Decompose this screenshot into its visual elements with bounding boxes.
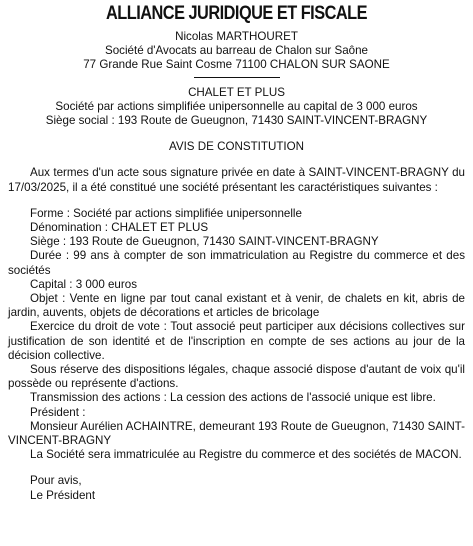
vote-line: Exercice du droit de vote : Tout associé peut participer aux décisions collectives sur justification de son identité et de l'inscription en compte de ses actions au jour de la décision collective. — [8, 320, 465, 362]
firm-title: ALLIANCE JURIDIQUE ET FISCALE — [105, 3, 368, 24]
company-form-capital: Société par actions simplifiée unipersonnelle au capital de 3 000 euros — [55, 99, 418, 113]
president-line: Monsieur Aurélien ACHAINTRE, demeurant 193 Route de Gueugnon, 71430 SAINT-VINCENT-BRAGNY — [8, 419, 465, 448]
reserve-line: Sous réserve des dispositions légales, chaque associé dispose d'autant de voix qu'il possède ou représente d'actions. — [8, 363, 465, 391]
pour-avis: Pour avis, — [30, 474, 82, 488]
lawyer-name: Nicolas MARTHOURET — [175, 30, 298, 43]
objet-line: Objet : Vente en ligne par tout canal existant et à venir, de chalets en kit, abris de jardin, auvents, objets de décorations et articles de bricolage — [8, 292, 465, 320]
signatory: Le Président — [30, 488, 96, 502]
transmission-line: Transmission des actions : La cession des actions de l'associé unique est libre. — [30, 391, 436, 405]
duree-line: Durée : 99 ans à compter de son immatriculation au Registre du commerce et des sociétés — [8, 249, 465, 277]
siege-line: Siège : 193 Route de Gueugnon, 71430 SAINT-VINCENT-BRAGNY — [30, 235, 379, 249]
company-name: CHALET ET PLUS — [188, 85, 285, 99]
president-label: Président : — [30, 405, 86, 419]
capital-line: Capital : 3 000 euros — [30, 277, 137, 291]
intro-paragraph: Aux termes d'un acte sous signature privée en date à SAINT-VINCENT-BRAGNY du 17/03/2025, il a été constitué une société présentant les caractéristiques suivantes : — [8, 166, 465, 194]
firm-address: 77 Grande Rue Saint Cosme 71100 CHALON SUR SAONE — [83, 58, 390, 72]
denomination-line: Dénomination : CHALET ET PLUS — [30, 221, 209, 235]
header-divider — [194, 77, 280, 78]
firm-description: Société d'Avocats au barreau de Chalon sur Saône — [104, 44, 369, 58]
legal-notice — [8, 0, 465, 503]
notice-title: AVIS DE CONSTITUTION — [168, 140, 305, 154]
immatriculation-line: La Société sera immatriculée au Registre du commerce et des sociétés de MACON. — [30, 448, 462, 462]
company-seat: Siège social : 193 Route de Gueugnon, 71430 SAINT-VINCENT-BRAGNY — [45, 114, 428, 128]
forme-line: Forme : Société par actions simplifiée unipersonnelle — [30, 206, 302, 220]
